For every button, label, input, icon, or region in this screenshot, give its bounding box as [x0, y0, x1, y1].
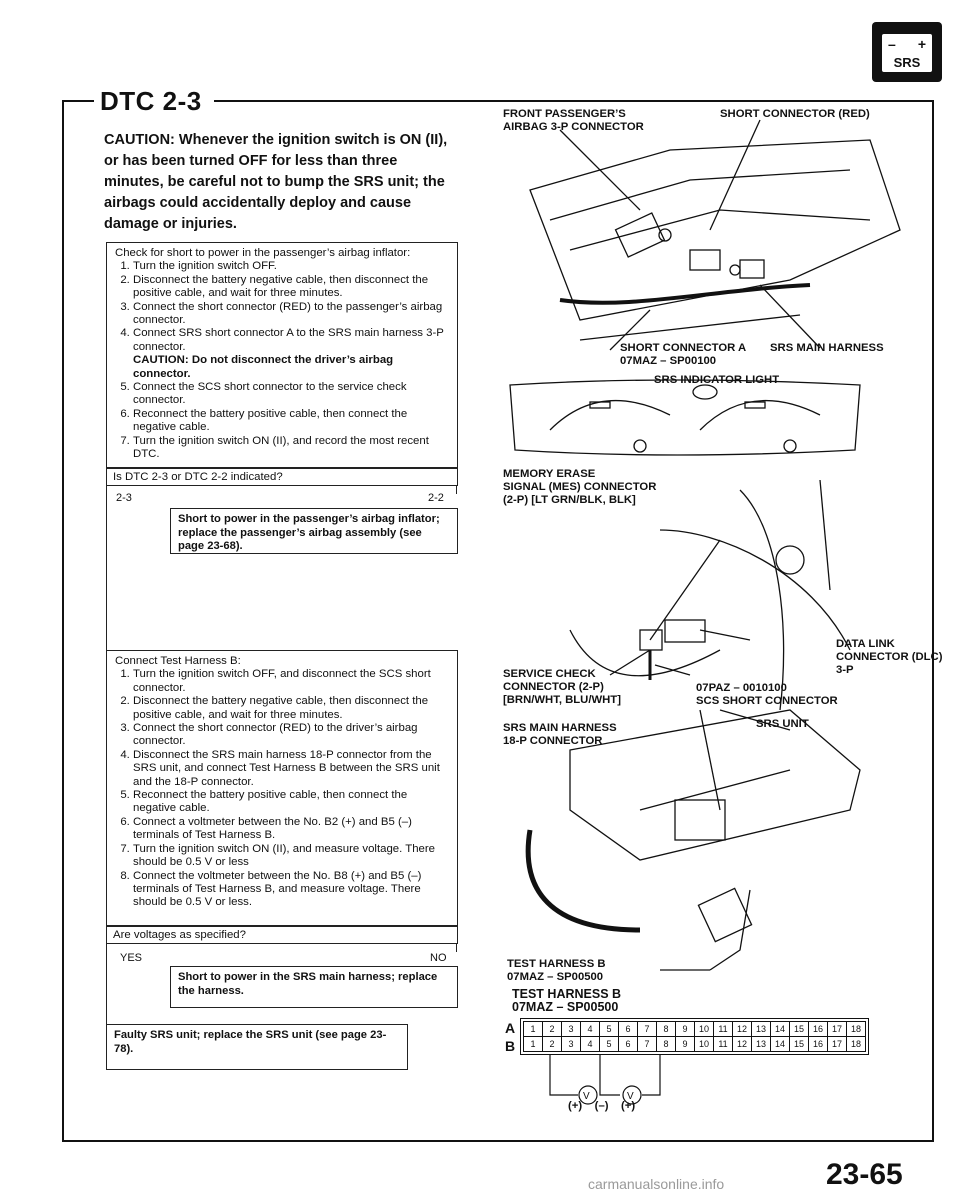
pin-row-a [524, 1022, 866, 1037]
pin-cell: 14 [771, 1037, 790, 1052]
label-front-airbag: FRONT PASSENGER’S AIRBAG 3-P CONNECTOR [503, 108, 644, 133]
question-1: Is DTC 2-3 or DTC 2-2 indicated? [106, 468, 458, 486]
pin-cell: 8 [657, 1022, 676, 1037]
pin-cell: 16 [809, 1037, 828, 1052]
svg-text:V: V [627, 1091, 634, 1102]
step1-box [106, 242, 458, 468]
result-3: Faulty SRS unit; replace the SRS unit (see page 23-78). [106, 1024, 408, 1070]
step1-item: 7. Turn the ignition switch ON (II), and record the most recent DTC. [133, 435, 449, 462]
pin-cell: 12 [733, 1037, 752, 1052]
step2-list [115, 668, 449, 909]
meter-labels: (+) (–) (+) [568, 1100, 636, 1112]
pin-cell: 3 [562, 1022, 581, 1037]
pin-cell: 9 [676, 1037, 695, 1052]
title-rule-left [62, 100, 94, 102]
branch2-right-label: NO [430, 952, 447, 964]
question-2: Are voltages as specified? [106, 926, 458, 944]
step2-item: 7. Turn the ignition switch ON (II), and measure voltage. There should be 0.5 V or less [133, 843, 449, 870]
label-short-red: SHORT CONNECTOR (RED) [720, 108, 870, 120]
step2-item: 1. Turn the ignition switch OFF, and disconnect the SCS short connector. [133, 668, 449, 695]
label-service: SERVICE CHECK CONNECTOR (2-P) [BRN/WHT, BLU/WHT] [503, 668, 621, 706]
row-b-label: B [505, 1038, 516, 1054]
pin-cell: 17 [828, 1022, 847, 1037]
step2-item: 2. Disconnect the battery negative cable, then disconnect the positive cable, and wait for three minutes. [133, 695, 449, 722]
pin-cell: 1 [524, 1037, 543, 1052]
label-test-b2: TEST HARNESS B 07MAZ – SP00500 [512, 987, 622, 1014]
step2-item: 6. Connect a voltmeter between the No. B2 (+) and B5 (–) terminals of Test Harness B. [133, 816, 449, 843]
pin-cell: 18 [847, 1022, 866, 1037]
branch1-line-left [106, 486, 107, 542]
pin-cell: 18 [847, 1037, 866, 1052]
pin-row-b [524, 1037, 866, 1052]
label-main18: SRS MAIN HARNESS 18-P CONNECTOR [503, 722, 617, 747]
srs-badge-plate [882, 34, 932, 72]
indicator-cluster [510, 380, 860, 455]
pin-cell: 9 [676, 1022, 695, 1037]
label-indicator: SRS INDICATOR LIGHT [654, 374, 780, 386]
step2-item: 5. Reconnect the battery positive cable, then connect the negative cable. [133, 789, 449, 816]
step1-heading: Check for short to power in the passenger’s airbag inflator: [115, 247, 411, 259]
pin-cell: 8 [657, 1037, 676, 1052]
step2-item: 3. Connect the short connector (RED) to the driver’s airbag connector. [133, 722, 449, 749]
frame-left [62, 100, 64, 1140]
result-1: Short to power in the passenger’s airbag inflator; replace the passenger’s airbag assembly (see page 23-68). [170, 508, 458, 554]
branch2-left-label: YES [120, 952, 143, 964]
watermark: carmanualsonline.info [588, 1176, 725, 1192]
pin-cell: 15 [790, 1037, 809, 1052]
step1-item: 1. Turn the ignition switch OFF. [133, 260, 449, 273]
pin-table [523, 1021, 866, 1052]
flow-line [106, 542, 107, 650]
step1-item: 6. Reconnect the battery positive cable, then connect the negative cable. [133, 408, 449, 435]
pin-cell: 5 [600, 1022, 619, 1037]
step2-box [106, 650, 458, 926]
label-mes: MEMORY ERASE SIGNAL (MES) CONNECTOR (2-P) [LT GRN/BLK, BLK] [503, 468, 657, 506]
page-title: DTC 2-3 [100, 86, 202, 116]
step2-heading: Connect Test Harness B: [115, 655, 241, 667]
step1-item: 3. Connect the short connector (RED) to the passenger’s airbag connector. [133, 301, 449, 328]
step2-item: 8. Connect the voltmeter between the No. B8 (+) and B5 (–) terminals of Test Harness B, and measure voltage. There should be 0.5 V or less. [133, 870, 449, 910]
pin-cell: 12 [733, 1022, 752, 1037]
label-scs: 07PAZ – 0010100 SCS SHORT CONNECTOR [696, 682, 838, 707]
pin-cell: 13 [752, 1037, 771, 1052]
pin-cell: 4 [581, 1037, 600, 1052]
label-srs-main: SRS MAIN HARNESS [770, 342, 884, 354]
pin-cell: 2 [543, 1037, 562, 1052]
pin-table-frame [520, 1018, 869, 1055]
badge-label: SRS [893, 55, 921, 70]
pin-cell: 13 [752, 1022, 771, 1037]
illustration [490, 110, 910, 1140]
branch1-line-right [456, 486, 457, 494]
pin-cell: 4 [581, 1022, 600, 1037]
pin-cell: 11 [714, 1022, 733, 1037]
branch2-line-left [106, 944, 107, 1026]
page-number: 23-65 [826, 1158, 903, 1191]
pin-cell: 2 [543, 1022, 562, 1037]
branch1-left-label: 2-3 [116, 492, 132, 504]
pin-cell: 6 [619, 1037, 638, 1052]
pin-cell: 7 [638, 1022, 657, 1037]
branch1-right-label: 2-2 [428, 492, 444, 504]
step1-item: 4. Connect SRS short connector A to the SRS main harness 3-P connector. CAUTION: Do not disconnect the driver’s airbag connector. [133, 327, 449, 381]
pin-cell: 10 [695, 1037, 714, 1052]
badge-minus: – [888, 36, 896, 52]
test-harness-connector [698, 888, 751, 941]
pin-cell: 7 [638, 1037, 657, 1052]
pin-cell: 3 [562, 1037, 581, 1052]
pin-cell: 17 [828, 1037, 847, 1052]
airbag-connector-shape [616, 213, 665, 257]
pin-cell: 16 [809, 1022, 828, 1037]
step1-list [115, 260, 449, 461]
badge-plus: + [917, 36, 926, 52]
frame-bottom [62, 1140, 934, 1142]
step1-item: 5. Connect the SCS short connector to the service check connector. [133, 381, 449, 408]
pin-cell: 6 [619, 1022, 638, 1037]
label-dlc: DATA LINK CONNECTOR (DLC) 3-P [836, 638, 943, 676]
step1-caution: CAUTION: Do not disconnect the driver’s airbag connector. [133, 354, 394, 380]
label-srs-unit: SRS UNIT [756, 718, 809, 730]
result-2: Short to power in the SRS main harness; replace the harness. [170, 966, 458, 1008]
srs-badge [872, 22, 942, 82]
branch2-line-right [456, 944, 457, 952]
pin-cell: 14 [771, 1022, 790, 1037]
step1-item: 2. Disconnect the battery negative cable, then disconnect the positive cable, and wait for three minutes. [133, 274, 449, 301]
caution-text: CAUTION: Whenever the ignition switch is ON (II), or has been turned OFF for less than three minutes, be careful not to bump the SRS unit; the airbags could accidentally deploy and cause damage or injuries. [104, 132, 448, 232]
pin-cell: 10 [695, 1022, 714, 1037]
svg-text:V: V [583, 1091, 590, 1102]
frame-right [932, 100, 934, 1140]
label-short-a: SHORT CONNECTOR A 07MAZ – SP00100 [620, 342, 747, 367]
dlc-connector-shape [640, 630, 662, 650]
pin-cell: 5 [600, 1037, 619, 1052]
title-rule-right [214, 100, 932, 102]
pin-cell: 1 [524, 1022, 543, 1037]
row-a-label: A [505, 1020, 516, 1036]
label-test-b1: TEST HARNESS B 07MAZ – SP00500 [507, 958, 606, 983]
pin-cell: 15 [790, 1022, 809, 1037]
pin-cell: 11 [714, 1037, 733, 1052]
step2-item: 4. Disconnect the SRS main harness 18-P connector from the SRS unit, and connect Test Harness B between the SRS unit and the 18-P connector. [133, 749, 449, 789]
